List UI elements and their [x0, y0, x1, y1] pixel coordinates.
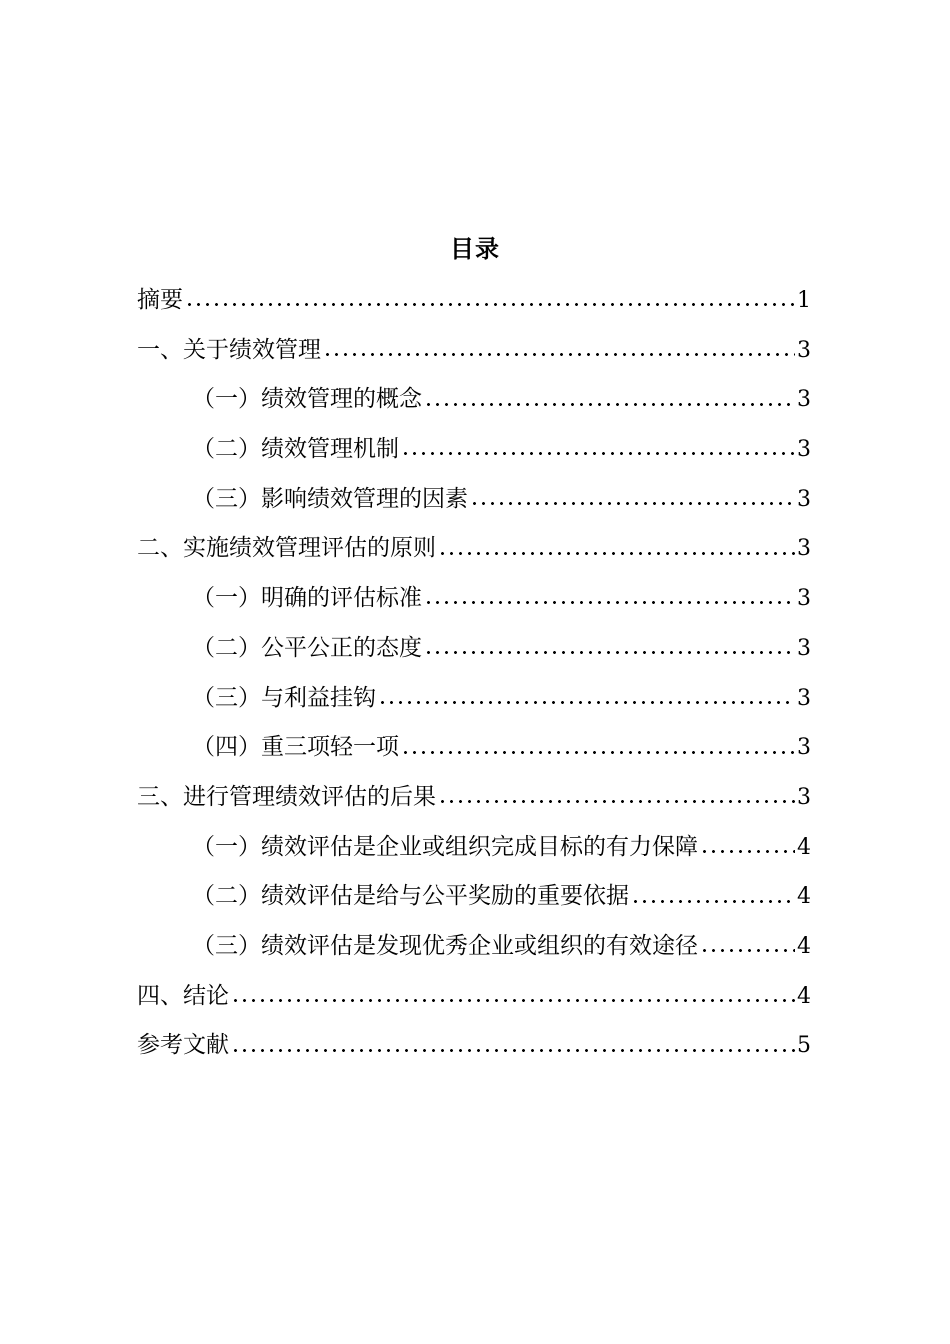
toc-entry-section-1[interactable] — [137, 330, 811, 380]
toc-entry-label: （三）绩效评估是发现优秀企业或组织的有效途径 — [192, 932, 698, 959]
toc-entry-label: 一、关于绩效管理 — [137, 336, 321, 363]
toc-entry-section-1-2[interactable] — [137, 429, 811, 479]
toc-dot-leader — [700, 850, 795, 853]
toc-entry-label: （二）公平公正的态度 — [192, 634, 422, 661]
toc-entry-section-3-3[interactable] — [137, 926, 811, 976]
toc-title: 目录 — [450, 234, 500, 263]
toc-dot-leader — [323, 353, 795, 356]
toc-page-number: 4 — [797, 834, 811, 860]
toc-entry-section-1-3[interactable] — [137, 479, 811, 529]
toc-dot-leader — [231, 1049, 795, 1052]
toc-entry-label: （二）绩效管理机制 — [192, 436, 399, 463]
toc-page-number: 5 — [797, 1033, 811, 1059]
toc-entry-label: （三）影响绩效管理的因素 — [192, 485, 468, 512]
toc-dot-leader — [401, 751, 795, 754]
toc-page-number: 3 — [797, 437, 811, 463]
toc-entry-section-3-2[interactable] — [137, 876, 811, 926]
toc-entry-references[interactable] — [137, 1025, 811, 1075]
toc-dot-leader — [231, 999, 795, 1002]
toc-page-number: 3 — [797, 387, 811, 413]
toc-entry-label: （二）绩效评估是给与公平奖励的重要依据 — [192, 883, 629, 910]
toc-entry-label: （一）绩效评估是企业或组织完成目标的有力保障 — [192, 833, 698, 860]
toc-entry-label: 摘要 — [137, 287, 183, 313]
toc-page-number: 1 — [797, 288, 811, 313]
toc-page-number: 3 — [797, 337, 811, 363]
toc-dot-leader — [424, 651, 795, 654]
toc-page-number: 3 — [797, 635, 811, 661]
toc-entry-section-2-3[interactable] — [137, 678, 811, 728]
toc-dot-leader — [438, 800, 795, 803]
toc-page-number: 4 — [797, 933, 811, 959]
toc-page-number: 3 — [797, 486, 811, 512]
toc-page-number: 4 — [797, 884, 811, 910]
toc-list — [137, 280, 811, 1075]
toc-entry-label: （一）明确的评估标准 — [192, 585, 422, 612]
toc-entry-section-2-4[interactable] — [137, 727, 811, 777]
toc-dot-leader — [424, 601, 795, 604]
toc-dot-leader — [631, 900, 795, 903]
toc-dot-leader — [700, 949, 795, 952]
toc-entry-label: （四）重三项轻一项 — [192, 734, 399, 761]
toc-page-number: 3 — [797, 586, 811, 612]
toc-page-number: 3 — [797, 735, 811, 761]
toc-entry-section-3-1[interactable] — [137, 827, 811, 877]
toc-entry-abstract[interactable] — [137, 280, 811, 330]
toc-entry-section-2[interactable] — [137, 528, 811, 578]
toc-entry-section-1-1[interactable] — [137, 379, 811, 429]
toc-dot-leader — [438, 552, 795, 555]
toc-page-number: 4 — [797, 983, 811, 1009]
toc-entry-label: 参考文献 — [137, 1032, 229, 1059]
toc-entry-label: 四、结论 — [137, 982, 229, 1009]
toc-entry-label: （三）与利益挂钩 — [192, 684, 376, 711]
toc-entry-label: 三、进行管理绩效评估的后果 — [137, 783, 436, 810]
toc-entry-section-4[interactable] — [137, 976, 811, 1026]
toc-dot-leader — [185, 303, 795, 306]
toc-page-number: 3 — [797, 685, 811, 711]
toc-dot-leader — [401, 452, 795, 455]
toc-dot-leader — [470, 502, 795, 505]
toc-entry-section-2-1[interactable] — [137, 578, 811, 628]
toc-dot-leader — [424, 403, 795, 406]
toc-entry-label: （一）绩效管理的概念 — [192, 386, 422, 413]
toc-page-number: 3 — [797, 536, 811, 562]
toc-page-number: 3 — [797, 784, 811, 810]
toc-entry-label: 二、实施绩效管理评估的原则 — [137, 535, 436, 562]
toc-dot-leader — [378, 701, 795, 704]
toc-entry-section-3[interactable] — [137, 777, 811, 827]
toc-entry-section-2-2[interactable] — [137, 628, 811, 678]
